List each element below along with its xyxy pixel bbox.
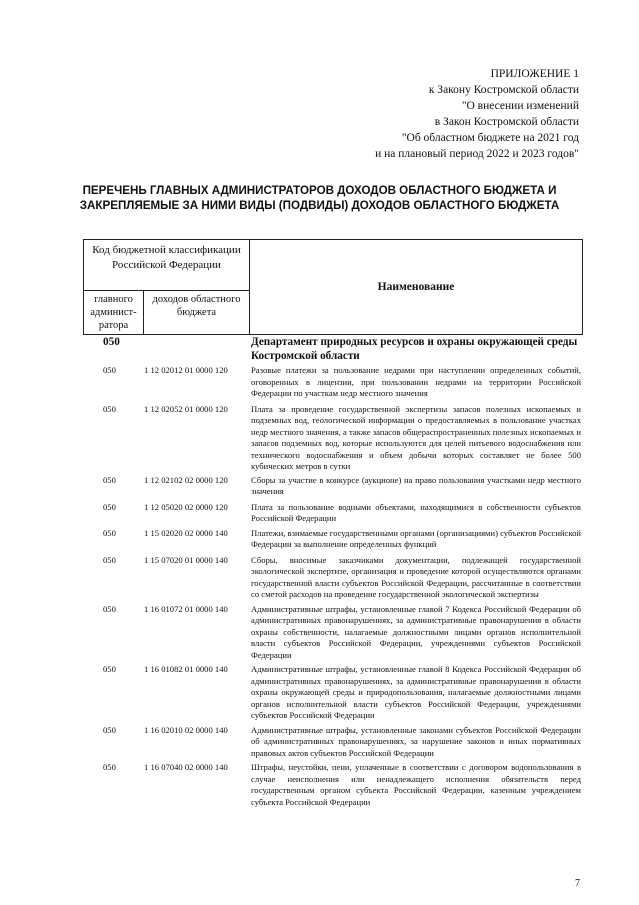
admin-code: 050 xyxy=(103,664,116,674)
income-name: Плата за проведение государственной экспертизы запасов полезных ископаемых и подземных вод, геологической информации о предоставляемых в пользование участках недр местного значения, а также запасов общераспространенных полезных ископаемых и запасов подземных вод, которые используются для целей питьевого водоснабжения или технического водоснабжения и объем добычи которых составляет не более 500 кубических метров в сутки xyxy=(251,403,581,471)
income-code: 1 12 02012 01 0000 120 xyxy=(144,365,228,375)
department-name: Департамент природных ресурсов и охраны окружающей среды Костромской области xyxy=(251,336,578,362)
income-code: 1 15 07020 01 0000 140 xyxy=(144,554,228,565)
table-row xyxy=(83,365,583,400)
income-name: Штрафы, неустойки, пени, уплаченные в соответствии с договором водопользования в случае неисполнения или ненадлежащего исполнения обязательств перед государственным органом субъекта Российской Федерации, казенным учреждением субъекта Российской Федерации xyxy=(251,762,581,807)
income-code: 1 16 01072 01 0000 140 xyxy=(144,603,228,614)
income-code: 1 16 01082 01 0000 140 xyxy=(144,664,228,674)
income-name: Сборы, вносимые заказчиками документации, подлежащей государственной экологической экспертизе, организация и проведение которой осуществляются органами государственной власти субъектов Российской Федерации, рассчитанные в соответствии со сметой расходов на проведение государственной экологической экспертизы xyxy=(251,554,581,599)
admin-code: 050 xyxy=(103,403,116,414)
admin-code: 050 xyxy=(103,554,116,565)
title-line: ПЕРЕЧЕНЬ ГЛАВНЫХ АДМИНИСТРАТОРОВ ДОХОДОВ ОБЛАСТНОГО БЮДЖЕТА И xyxy=(82,184,557,197)
admin-code: 050 xyxy=(103,474,116,485)
table-row xyxy=(83,475,583,498)
income-table-body xyxy=(83,365,583,808)
income-name: Разовые платежи за пользование недрами при наступлении определенных событий, оговоренных в лицензии, при пользовании недрами на территории Российской Федерации по участкам недр местного значения xyxy=(251,365,581,398)
header-income-column: доходов областного бюджета xyxy=(144,291,250,334)
income-code: 1 16 02010 02 0000 140 xyxy=(144,724,228,735)
admin-code: 050 xyxy=(103,365,116,375)
department-code: 050 xyxy=(103,336,120,348)
table-header xyxy=(83,239,583,335)
appendix-block xyxy=(375,66,579,162)
appendix-line: "Об областном бюджете на 2021 год xyxy=(401,132,579,144)
appendix-line: и на плановый период 2022 и 2023 годов" xyxy=(375,148,579,160)
admin-code: 050 xyxy=(103,724,116,735)
income-code: 1 12 02102 02 0000 120 xyxy=(144,474,228,485)
income-code: 1 12 02052 01 0000 120 xyxy=(144,403,228,414)
document-title xyxy=(60,183,579,213)
title-line: ЗАКРЕПЛЯЕМЫЕ ЗА НИМИ ВИДЫ (ПОДВИДЫ) ДОХОДОВ ОБЛАСТНОГО БЮДЖЕТА xyxy=(79,199,560,212)
income-name: Административные штрафы, установленные главой 8 Кодекса Российской Федерации об административных правонарушениях, за административные правонарушения в области охраны окружающей среды и природопользования, налагаемые должностными лицами органов исполнительной власти субъектов Российской Федерации, учреждениями субъектов Российской Федерации xyxy=(251,664,581,720)
income-name: Сборы за участие в конкурсе (аукционе) на право пользования участками недр местного значения xyxy=(251,474,581,496)
table-row xyxy=(83,762,583,808)
table-row xyxy=(83,725,583,760)
income-name: Административные штрафы, установленные главой 7 Кодекса Российской Федерации об административных правонарушениях, за административные правонарушения в области охраны собственности, налагаемые должностными лицами органов исполнительной власти субъектов Российской Федерации, учреждениями субъектов Российской Федерации xyxy=(251,603,581,660)
income-name: Административные штрафы, установленные законами субъектов Российской Федерации об административных правонарушениях, за нарушение законов и иных нормативных правовых актов субъектов Российской Федерации xyxy=(251,724,581,758)
header-code-group: Код бюджетной классификации Российской Федерации xyxy=(84,240,250,291)
income-name: Плата за пользование водными объектами, находящимися в собственности субъектов Российской Федерации xyxy=(251,501,581,523)
income-code: 1 16 07040 02 0000 140 xyxy=(144,762,228,772)
appendix-line: в Закон Костромской области xyxy=(434,116,579,128)
table-row xyxy=(83,528,583,551)
table-row xyxy=(83,502,583,525)
table-row xyxy=(83,404,583,473)
income-name: Платежи, взимаемые государственными органами (организациями) субъектов Российской Федерации за выполнение определенных функций xyxy=(251,527,581,549)
appendix-line: к Закону Костромской области xyxy=(428,84,579,96)
income-code: 1 12 05020 02 0000 120 xyxy=(144,501,228,512)
admin-code: 050 xyxy=(103,603,116,614)
admin-code: 050 xyxy=(103,501,116,512)
table-row xyxy=(83,604,583,662)
income-code: 1 15 02020 02 0000 140 xyxy=(144,527,228,538)
appendix-line: "О внесении изменений xyxy=(461,100,579,112)
admin-code: 050 xyxy=(103,762,116,772)
page-number: 7 xyxy=(575,878,580,889)
header-admin-column: главного админист-ратора xyxy=(84,291,144,334)
header-name-column: Наименование xyxy=(377,281,455,293)
appendix-line: ПРИЛОЖЕНИЕ 1 xyxy=(490,68,579,80)
admin-code: 050 xyxy=(103,527,116,538)
table-row xyxy=(83,664,583,722)
table-row xyxy=(83,555,583,601)
